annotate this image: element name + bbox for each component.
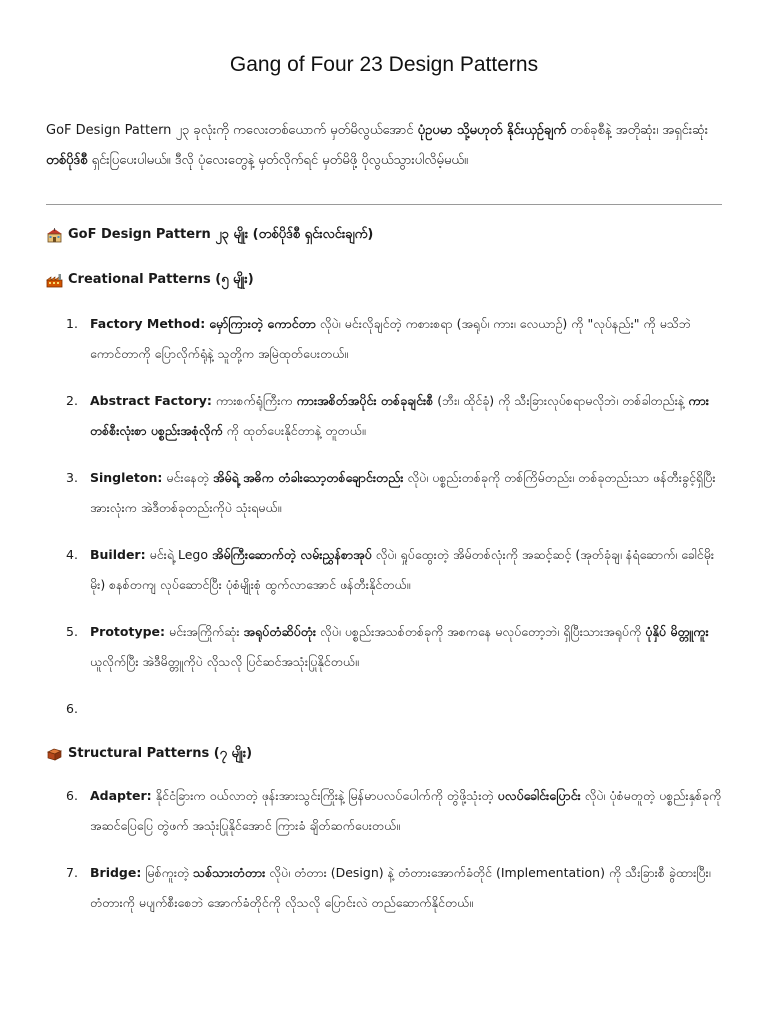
intro-paragraph xyxy=(46,116,722,176)
description-text: မင်းအကြိုက်ဆုံး xyxy=(165,624,244,639)
list-item-number: 2. xyxy=(66,393,78,408)
list-item-text xyxy=(90,540,722,600)
brick-icon xyxy=(46,747,63,762)
description-text: နိုင်ငံခြားက ဝယ်လာတဲ့ ဖုန်းအားသွင်းကြိုးနဲ့ မြန်မာပလပ်ပေါက်ကို တွဲဖို့သုံးတဲ့ xyxy=(151,788,498,803)
bold-phrase: သစ်သားတံတား xyxy=(193,865,266,880)
intro-bold-text: တစ်ပိုဒ်စီ xyxy=(46,153,88,168)
list-item-number: 7. xyxy=(66,865,78,880)
main-heading xyxy=(46,225,722,245)
list-item-text xyxy=(90,694,722,724)
list-item-text xyxy=(90,309,722,369)
list-item-number: 1. xyxy=(66,316,78,331)
description-text: မြစ်ကူးတဲ့ xyxy=(141,865,194,880)
list-item-number: 6. xyxy=(66,788,78,803)
description-text: မင်းနေတဲ့ xyxy=(162,470,213,485)
list-item xyxy=(46,463,722,523)
pattern-name: Builder: xyxy=(90,547,146,562)
pattern-name: Adapter: xyxy=(90,788,152,803)
description-text: (ဘီး၊ ထိုင်ခုံ) ကို သီးခြားလုပ်စရာမလိုဘဲ၊ တစ်ခါတည်းနဲ့ xyxy=(433,393,689,408)
list-item xyxy=(46,617,722,677)
factory-icon xyxy=(46,273,63,288)
bold-phrase: မှော်ကြားတဲ့ ကောင်တာ xyxy=(209,316,316,331)
description-text: ကားစက်ရုံကြီးက xyxy=(211,393,297,408)
description-text: လိုပဲ၊ မင်းလိုချင်တဲ့ ကစားစရာ (အရုပ်၊ ကား၊ လေယာဉ်) ကို "လုပ်နည်း" ကို မသိဘဲ ကောင်တာကို ပြောလိုက်ရုံနဲ့ သူတို့က အမြဲထုတ်ပေးတယ်။ xyxy=(90,316,691,361)
structural-list xyxy=(46,781,722,918)
list-item-text xyxy=(90,463,722,523)
structural-heading xyxy=(46,744,722,764)
bold-phrase: အိမ်ရဲ့ အဓိက တံခါးသော့တစ်ချောင်းတည်း xyxy=(212,470,404,485)
pattern-name: Bridge: xyxy=(90,865,142,880)
list-item-number: 3. xyxy=(66,470,78,485)
pattern-name: Singleton: xyxy=(90,470,163,485)
list-item-number: 6. xyxy=(66,701,78,716)
list-item-number: 4. xyxy=(66,547,78,562)
description-text: လိုပဲ၊ ပုံစံမတူတဲ့ ပစ္စည်းနှစ်ခုကို အဆင်ပြေပြေ တွဲဖက် အသုံးပြုနိုင်အောင် ကြားခံ ချိတ်ဆက်ပေးတယ်။ xyxy=(90,788,722,833)
bold-phrase: ကားအစိတ်အပိုင်း တစ်ခုချင်းစီ xyxy=(296,393,434,408)
creational-heading-text: Creational Patterns (၅ မျိုး) xyxy=(68,271,254,287)
intro-text: ရှင်းပြပေးပါမယ်။ ဒီလို ပုံလေးတွေနဲ့ မှတ်လိုက်ရင် မှတ်မိဖို့ ပိုလွယ်သွားပါလိမ့်မယ်။ xyxy=(87,153,468,168)
description-text: မင်းရဲ့ Lego xyxy=(145,547,212,562)
intro-bold-text: ပုံဥပမာ သို့မဟုတ် နိုင်းယှဉ်ချက် xyxy=(417,123,567,138)
intro-text: GoF Design Pattern ၂၃ ခုလုံးကို ကလေးတစ်ယောက် မှတ်မိလွယ်အောင် xyxy=(46,123,418,138)
description-text: လိုပဲ၊ ပစ္စည်းတစ်ခုကို တစ်ကြိမ်တည်း၊ တစ်ခုတည်းသာ ဖန်တီးခွင့်ရှိပြီး အားလုံးက အဲဒီတစ်ခုတည်းကိုပဲ သုံးရမယ်။ xyxy=(90,470,716,515)
list-item-empty xyxy=(46,694,722,724)
list-item-text xyxy=(90,858,722,918)
description-text: ကို ထုတ်ပေးနိုင်တာနဲ့ တူတယ်။ xyxy=(222,423,366,438)
bold-phrase: ပလပ်ခေါင်းပြောင်း xyxy=(497,788,581,803)
list-item xyxy=(46,309,722,369)
list-item xyxy=(46,540,722,600)
list-item xyxy=(46,858,722,918)
bold-phrase: အရုပ်တံဆိပ်တုံး xyxy=(243,624,317,639)
horizontal-divider xyxy=(46,204,722,205)
bold-phrase: ပုံနှိပ် မိတ္တူကူး xyxy=(645,624,709,639)
list-item-text xyxy=(90,386,722,446)
list-item xyxy=(46,781,722,841)
list-item-text xyxy=(90,781,722,841)
school-building-icon xyxy=(46,228,63,243)
description-text: လိုပဲ၊ ပစ္စည်းအသစ်တစ်ခုကို အစကနေ မလုပ်တော့ဘဲ၊ ရှိပြီးသားအရုပ်ကို xyxy=(316,624,646,639)
description-text: လိုပဲ၊ တံတား (Design) နဲ့ တံတားအောက်ခံတိုင် (Implementation) ကို သီးခြားစီ ခွဲထားပြီး၊ တံတားကို မပျက်စီးစေဘဲ အောက်ခံတိုင်ကို လိုသလို ပြောင်းလဲ တည်ဆောက်နိုင်တယ်။ xyxy=(90,865,711,910)
bold-phrase: ကားတစ်စီးလုံးစာ ပစ္စည်းအစုံလိုက် xyxy=(90,393,709,438)
document-title: Gang of Four 23 Design Patterns xyxy=(229,53,539,76)
intro-text: တစ်ခုစီနဲ့ အတိုဆုံး၊ အရှင်းဆုံး xyxy=(566,123,709,138)
description-text: ယူလိုက်ပြီး အဲဒီမိတ္တူကိုပဲ လိုသလို ပြင်ဆင်အသုံးပြုနိုင်တယ်။ xyxy=(90,654,359,669)
list-item-number: 5. xyxy=(66,624,78,639)
pattern-name: Factory Method: xyxy=(90,316,206,331)
bold-phrase: အိမ်ကြီးဆောက်တဲ့ လမ်းညွှန်စာအုပ် xyxy=(211,547,372,562)
creational-list xyxy=(46,309,722,724)
list-item xyxy=(46,386,722,446)
structural-heading-text: Structural Patterns (၇ မျိုး) xyxy=(68,745,253,761)
pattern-name: Prototype: xyxy=(90,624,166,639)
pattern-name: Abstract Factory: xyxy=(90,393,212,408)
main-heading-text: GoF Design Pattern ၂၃ မျိုး (တစ်ပိုဒ်စီ ရှင်းလင်းချက်) xyxy=(68,226,374,242)
description-text: လိုပဲ၊ ရှုပ်ထွေးတဲ့ အိမ်တစ်လုံးကို အဆင့်ဆင့် (အုတ်ခုံချ၊ နံရံဆောက်၊ ခေါင်မိုးမိုး) စနစ်တကျ လုပ်ဆောင်ပြီး ပုံစံမျိုးစုံ ထွက်လာအောင် ဖန်တီးနိုင်တယ်။ xyxy=(90,547,715,592)
creational-heading xyxy=(46,270,722,290)
list-item-text xyxy=(90,617,722,677)
